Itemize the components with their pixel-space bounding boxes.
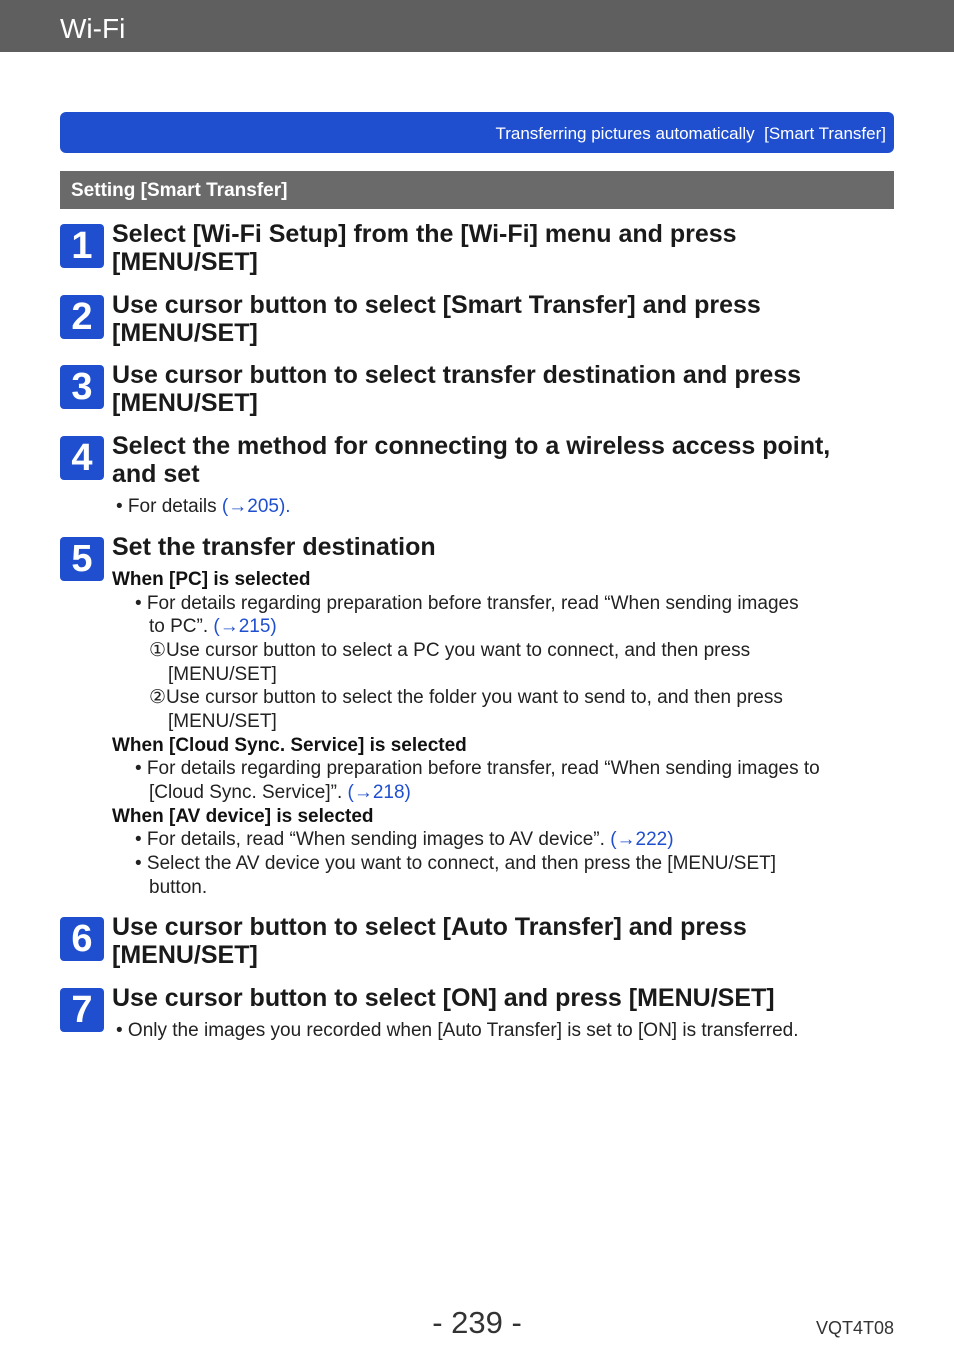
step-heading-line: Select the method for connecting to a wireless access point, — [112, 432, 831, 460]
bullet-line — [135, 828, 674, 852]
section-header — [60, 171, 894, 209]
bullet-text: • For details, read “When sending images to AV device”. — [135, 829, 611, 850]
subsection-title: When [AV device] is selected — [112, 806, 374, 827]
sub-step-line: [MENU/SET] — [168, 664, 277, 685]
step-heading-line: Select [Wi-Fi Setup] from the [Wi-Fi] menu and press — [112, 220, 737, 248]
step-note: • Only the images you recorded when [Auto Transfer] is set to [ON] is transferred. — [116, 1020, 799, 1041]
sub-step-line: ②Use cursor button to select the folder you want to send to, and then press — [149, 687, 783, 708]
page-section-title: Wi-Fi — [60, 13, 126, 44]
step-number-badge: 3 — [60, 365, 104, 409]
step-heading — [112, 220, 902, 276]
step-heading — [112, 291, 902, 347]
page-reference-link[interactable]: (→218) — [347, 782, 411, 803]
bullet-text: to PC”. — [149, 616, 214, 637]
step-heading-line: and set — [112, 460, 200, 488]
step-number-badge: 2 — [60, 295, 104, 339]
step-heading-line: Use cursor button to select [Smart Transfer] and press — [112, 291, 761, 319]
step-number-badge: 6 — [60, 917, 104, 961]
page-reference-link[interactable]: (→205) — [221, 496, 286, 517]
step-number-badge: 1 — [60, 224, 104, 268]
section-title: Setting [Smart Transfer] — [71, 180, 288, 201]
page-reference-link[interactable]: (→215) — [213, 616, 277, 637]
step-heading-line: Use cursor button to select [ON] and press [MENU/SET] — [112, 984, 775, 1012]
bullet-line — [149, 781, 411, 805]
bullet-line: • For details regarding preparation before transfer, read “When sending images to — [135, 758, 820, 779]
sub-step-line: [MENU/SET] — [168, 711, 277, 732]
step-heading-line: Set the transfer destination — [112, 533, 436, 561]
step-heading — [112, 361, 902, 417]
step-heading-line: Use cursor button to select transfer destination and press — [112, 361, 802, 389]
note-text-end: . — [285, 496, 291, 517]
step-heading-line: [MENU/SET] — [112, 248, 258, 276]
step-number-badge: 5 — [60, 537, 104, 581]
breadcrumb: Transferring pictures automatically [Smart Transfer] — [495, 124, 886, 143]
bullet-line: • For details regarding preparation before transfer, read “When sending images — [135, 593, 799, 614]
breadcrumb-bar — [60, 112, 894, 153]
step-heading — [112, 913, 902, 969]
step-heading-line: [MENU/SET] — [112, 941, 258, 969]
step-note — [116, 495, 291, 519]
step-heading-line: Use cursor button to select [Auto Transfer] and press — [112, 913, 747, 941]
page-reference-link[interactable]: (→222) — [610, 829, 674, 850]
sub-step-line: ①Use cursor button to select a PC you want to connect, and then press — [149, 640, 751, 661]
document-code: VQT4T08 — [815, 1318, 894, 1338]
step-number-badge: 7 — [60, 988, 104, 1032]
bullet-text: [Cloud Sync. Service]”. — [149, 782, 348, 803]
step-heading — [112, 984, 902, 1012]
subsection-title: When [Cloud Sync. Service] is selected — [112, 735, 467, 756]
step-heading-line: [MENU/SET] — [112, 389, 258, 417]
step-heading-line: [MENU/SET] — [112, 319, 258, 347]
note-text: • For details — [116, 496, 222, 517]
page-header — [0, 0, 954, 52]
bullet-line — [149, 615, 277, 639]
step-heading — [112, 432, 902, 488]
bullet-line: • Select the AV device you want to connect, and then press the [MENU/SET] — [135, 853, 777, 874]
subsection-title: When [PC] is selected — [112, 569, 311, 590]
bullet-line: button. — [149, 877, 208, 898]
step-number-badge: 4 — [60, 436, 104, 480]
page-number: - 239 - — [432, 1305, 522, 1340]
step-heading — [112, 533, 902, 561]
